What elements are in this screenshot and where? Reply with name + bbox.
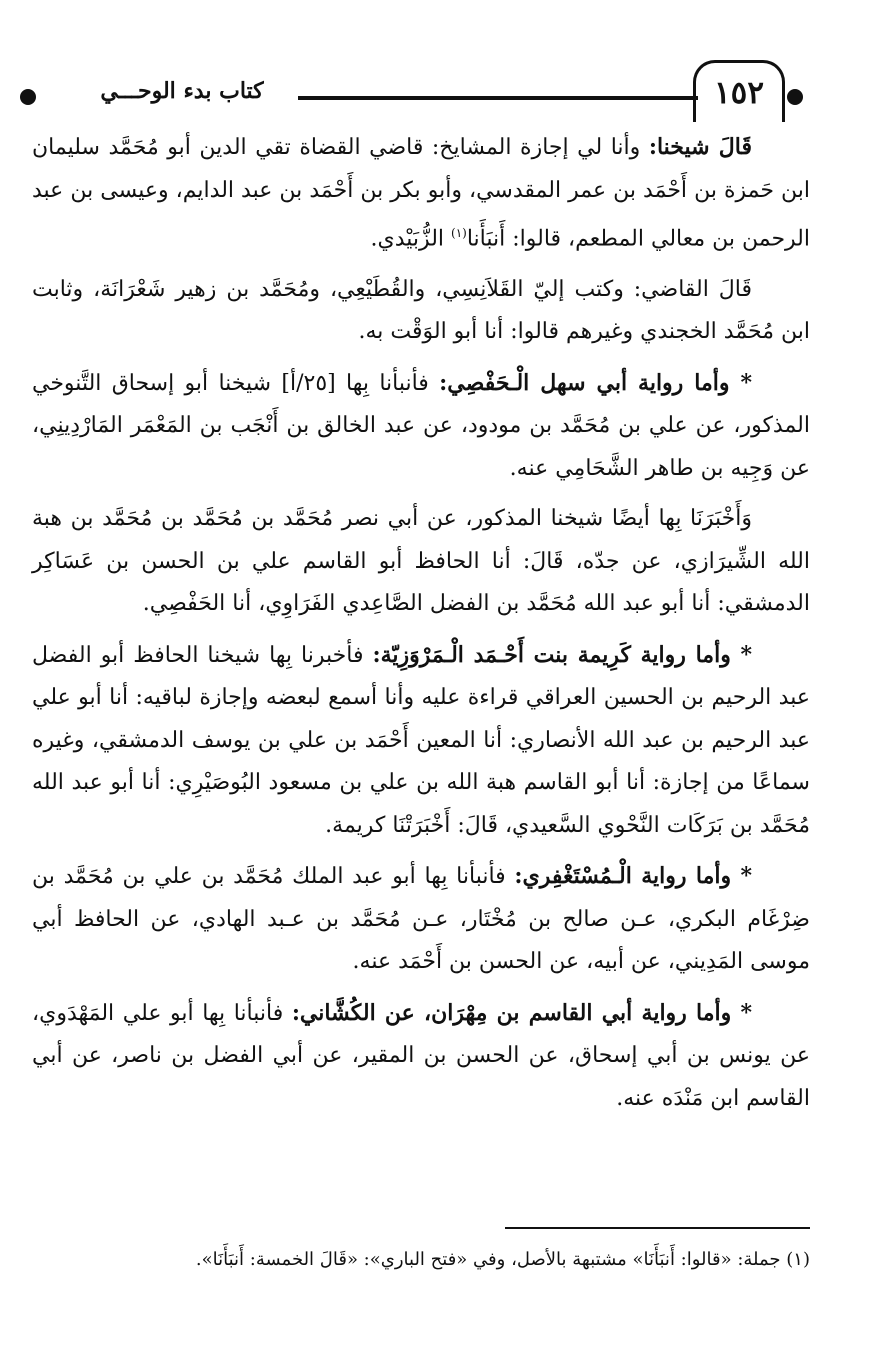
paragraph-lead: قَالَ شيخنا: [648, 134, 752, 160]
paragraph-3 [32, 362, 810, 491]
header-rule [298, 96, 698, 100]
main-text [32, 126, 810, 1128]
footnote: (١) جملة: «قالوا: أَنبَأَنَا» مشتبهة بالأصل، وفي «فتح الباري»: «قَالَ الخمسة: أَنبَأَنَا». [195, 1249, 810, 1270]
paragraph-5 [32, 634, 810, 848]
ornament-dot-left [20, 89, 36, 105]
page-number: ١٥٢ [693, 60, 785, 122]
paragraph-text: قَالَ القاضي: وكتب إليّ القَلاَنِسِي، والقُطَيْعِي، ومُحَمَّد بن زهير شَعْرَانَة، وثابت ابن مُحَمَّد الخجندي وغيرهم قالوا: أنا أبو الوَقْت به. [32, 276, 810, 345]
paragraph-text: وَأَخْبَرَنَا بِها أيضًا شيخنا المذكور، عن أبي نصر مُحَمَّد بن مُحَمَّد بن مُحَمَّد بن هبة الله الشِّيرَازي، عن جدّه، قَالَ: أنا الحافظ أبو القاسم علي بن الحسن بن عَسَاكِر الدمشقي: أنا أبو عبد الله مُحَمَّد بن الفضل الصَّاعِدي الفَرَاوِي، أنا الحَفْصِي. [32, 506, 810, 617]
paragraph-lead: * وأما رواية كَرِيمة بنت أَحْـمَد الْـمَرْوَزِيّة: [372, 641, 752, 668]
paragraph-lead: * وأما رواية أبي سهل الْـحَفْصِي: [439, 369, 752, 396]
footnote-ref[interactable]: (١) [451, 226, 467, 240]
paragraph-1 [32, 126, 810, 261]
ornament-dot-right [787, 89, 803, 105]
paragraph-text: فأخبرنا بِها شيخنا الحافظ أبو الفضل عبد الرحيم بن الحسين العراقي قراءة عليه وأنا أسمع لبعضه وإجازة لباقيه: أنا أبو علي عبد الرحيم بن عبد الله الأنصاري: أنا المعين أَحْمَد بن علي بن يوسف الدمشقي، وغيره سماعًا من إجازة: أنا أبو القاسم هبة الله بن علي بن مسعود البُوصَيْرِي: أنا أبو عبد الله مُحَمَّد بن بَرَكَات النَّحْوي السَّعيدي، قَالَ: أَخْبَرَتْنَا كريمة. [32, 642, 810, 838]
paragraph-text-end: الزُّبَيْدي. [370, 226, 452, 252]
paragraph-4 [32, 498, 810, 626]
running-title: كتاب بدء الوحـــي [100, 78, 264, 104]
page-header [0, 0, 885, 130]
paragraph-2 [32, 269, 810, 354]
paragraph-text: وأنا لي إجازة المشايخ: قاضي القضاة تقي الدين أبو مُحَمَّد سليمان ابن حَمزة بن أَحْمَد بن عمر المقدسي، وأبو بكر بن أَحْمَد بن عبد الدايم، وعيسى بن عبد الرحمن بن معالي المطعم، قالوا: أَنبَأَنا [32, 135, 810, 252]
paragraph-lead: * وأما رواية الْـمُسْتَغْفِري: [514, 863, 752, 890]
paragraph-text: فأنبأنا بِها [٢٥/أ] شيخنا أبو إسحاق التَّنوخي المذكور، عن علي بن مُحَمَّد بن مودود، عن عبد الخالق بن أَنْجَب بن المَعْمَر المَارْدِينِي، عن وَجِيه بن طاهر الشَّحَامِي عنه. [32, 370, 810, 481]
paragraph-lead: * وأما رواية أبي القاسم بن مِهْرَان، عن الكُشَّاني: [291, 999, 752, 1026]
paragraph-text: فأنبأنا بِها أبو علي المَهْدَوي، عن يونس بن أبي إسحاق، عن الحسن بن المقير، عن أبي الفضل بن ناصر، عن أبي القاسم ابن مَنْدَه عنه. [32, 1000, 810, 1111]
paragraph-7 [32, 992, 810, 1121]
paragraph-text: فأنبأنا بِها أبو عبد الملك مُحَمَّد بن علي بن مُحَمَّد بن ضِرْغَام البكري، عـن صالح بن مُخْتَار، عـن مُحَمَّد بن عـبد الهادي، عن الحافظ أبي موسى المَدِيني، عن أبيه، عن الحسن بن أَحْمَد عنه. [32, 864, 810, 975]
paragraph-6 [32, 855, 810, 984]
footnote-separator [505, 1227, 810, 1229]
